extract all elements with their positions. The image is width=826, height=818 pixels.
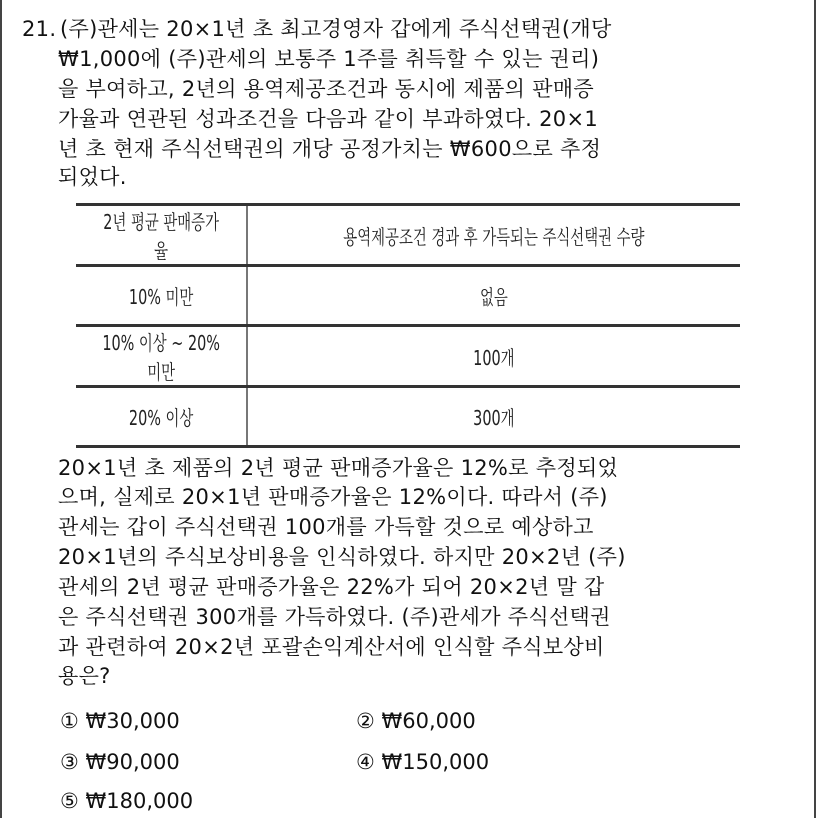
option-marker: ③ [60,750,79,774]
body-line: 은 주식선택권 300개를 가득하였다. (주)관세가 주식선택권 [58,605,611,629]
body-line: 으며, 실제로 20×1년 판매증가율은 12%이다. 따라서 (주) [58,485,608,509]
option-3[interactable] [60,747,180,777]
option-text: ₩150,000 [381,750,490,774]
intro-line: 을 부여하고, 2년의 용역제공조건과 동시에 제품의 판매증 [58,77,594,101]
option-text: ₩180,000 [85,789,194,813]
intro-line: 년 초 현재 주식선택권의 개당 공정가치는 ₩600으로 추정 [58,137,602,161]
table-cell: 300개 [316,387,671,447]
option-2[interactable] [356,706,476,736]
body-line: 관세는 갑이 주식선택권 100개를 가득할 것으로 예상하고 [58,515,594,539]
option-marker: ② [356,709,375,733]
table-header: 용역제공조건 경과 후 가득되는 주식선택권 수량 [316,205,671,266]
body-line: 용은? [58,664,111,688]
option-5[interactable] [60,786,193,816]
table-cell: 100개 [316,326,671,387]
table-row [76,326,740,387]
option-marker: ⑤ [60,789,79,813]
table-cell: 10% 이상 ~ 20% 미만 [100,326,223,387]
body-line: 관세의 2년 평균 판매증가율은 22%가 되어 20×2년 말 갑 [58,575,605,599]
table-cell: 20% 이상 [100,387,223,447]
option-marker: ① [60,709,79,733]
option-marker: ④ [356,750,375,774]
option-4[interactable] [356,747,489,777]
table-row [76,266,740,326]
option-text: ₩60,000 [381,709,476,733]
intro-line: ₩1,000에 (주)관세의 보통주 1주를 취득할 수 있는 권리) [58,47,600,71]
table-cell: 없음 [316,266,671,326]
body-line: 과 관련하여 20×2년 포괄손익계산서에 인식할 주식보상비 [58,635,605,659]
vesting-table [76,203,740,448]
body-line: 20×1년의 주식보상비용을 인식하였다. 하지만 20×2년 (주) [58,545,626,569]
intro-line: (주)관세는 20×1년 초 최고경영자 갑에게 주식선택권(개당 [60,17,612,41]
option-text: ₩30,000 [85,709,180,733]
intro-line: 가율과 연관된 성과조건을 다음과 같이 부과하였다. 20×1 [58,107,599,131]
option-1[interactable] [60,706,180,736]
question-number: 21. [22,17,57,41]
table-header-row [76,205,740,266]
table-header: 2년 평균 판매증가율 [100,205,223,266]
table-cell: 10% 미만 [100,266,223,326]
table-row [76,387,740,447]
option-text: ₩90,000 [85,750,180,774]
intro-line: 되었다. [58,165,127,189]
body-line: 20×1년 초 제품의 2년 평균 판매증가율은 12%로 추정되었 [58,456,619,480]
